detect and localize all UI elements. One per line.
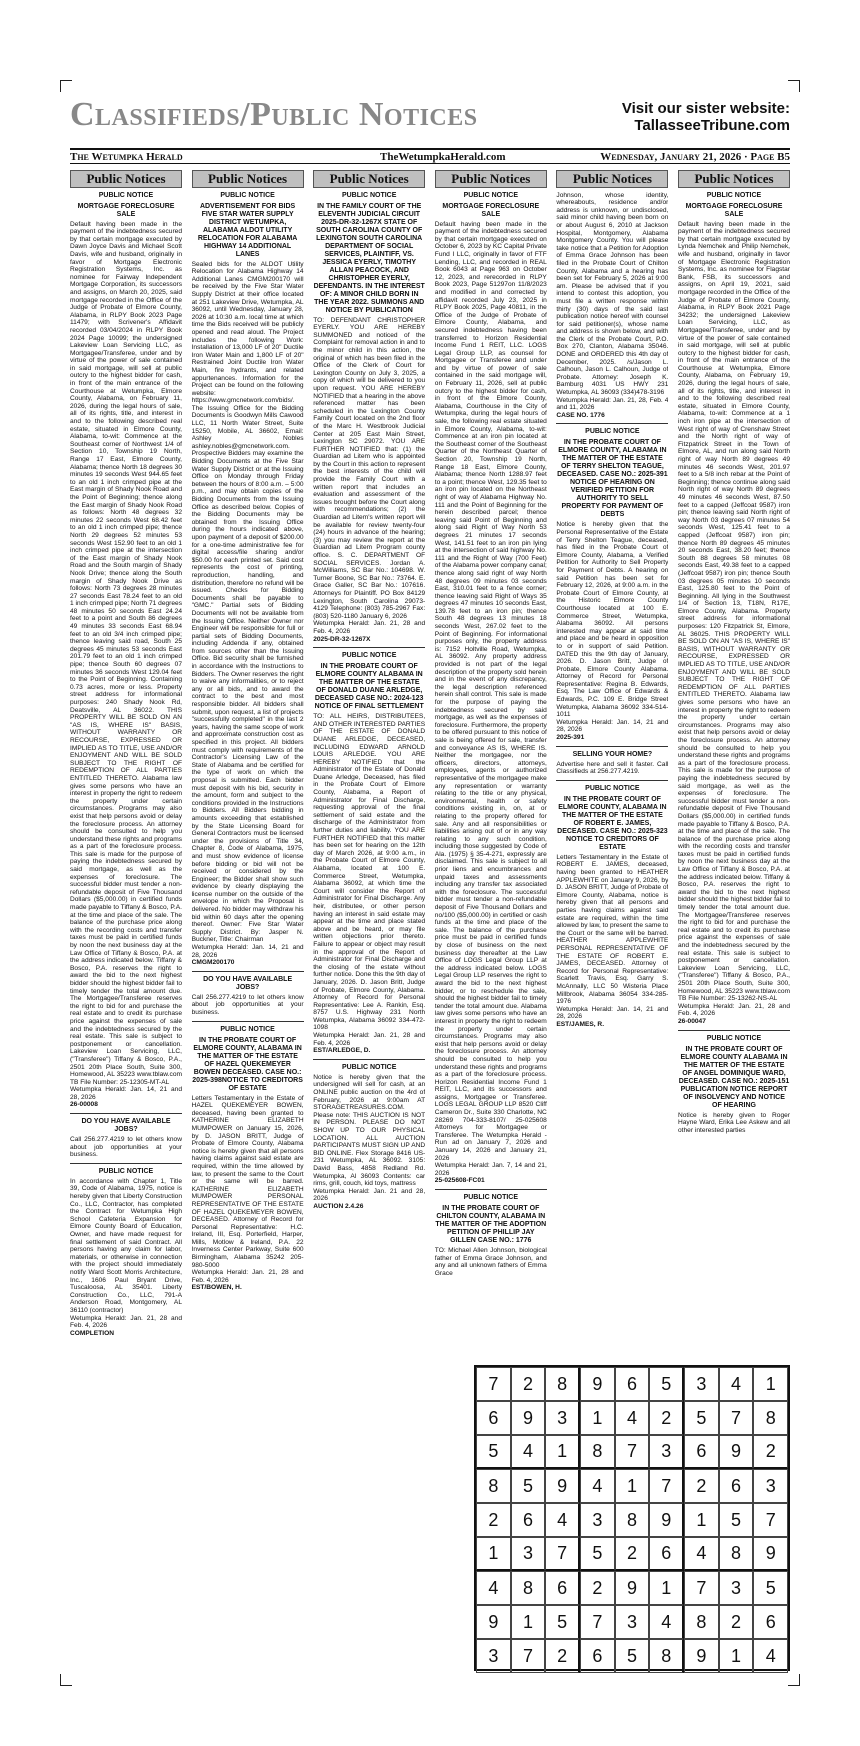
sudoku-cell: 8 [649, 1639, 684, 1673]
notice-run-dates: Wetumpka Herald: Jan. 14, 21 and 28, 2026 [556, 718, 669, 734]
sudoku-cell: 2 [476, 1503, 511, 1537]
notice-column [313, 170, 425, 1670]
sudoku-cell: 5 [649, 1367, 684, 1401]
sudoku-cell: 3 [545, 1401, 580, 1435]
sister-site-promo [622, 100, 790, 134]
sudoku-cell: 4 [545, 1503, 580, 1537]
sudoku-cell: 9 [649, 1503, 684, 1537]
column-header: Public Notices [313, 170, 425, 188]
sudoku-cell: 2 [753, 1435, 788, 1469]
sudoku-cell: 2 [580, 1571, 615, 1605]
sudoku-cell: 9 [476, 1605, 511, 1639]
column-header: Public Notices [192, 170, 304, 188]
sudoku-cell: 5 [511, 1469, 546, 1503]
notice-run-dates: Wetumpka Herald: Jan. 7, 14 and 21, 2026 [434, 1162, 547, 1177]
sudoku-row [476, 1367, 788, 1401]
notice-body: TO: Michael Allen Johnson, biological father of Emma Grace Johnson, and any and all unknown fathers of Emma Grace [434, 1247, 547, 1277]
notice-label: PUBLIC NOTICE [463, 191, 519, 199]
notice-title: MORTGAGE FORECLOSURE SALE [685, 202, 783, 218]
notice [678, 192, 790, 1026]
sudoku-cell: 5 [615, 1639, 650, 1673]
notice-code: AUCTION 2.4.26 [313, 1202, 364, 1210]
column-header: Public Notices [678, 170, 790, 188]
notice-run-dates: Wetumpka Herald: Jan. 21, 28 and Feb. 4, 2026 [678, 1002, 790, 1018]
folio-bar [70, 148, 790, 164]
crop-mark-bottom-right [788, 1674, 800, 1686]
sudoku-cell: 8 [476, 1469, 511, 1503]
sudoku-cell: 7 [753, 1503, 788, 1537]
notice-title: IN THE PROBATE COURT OF ELMORE COUNTY, ALABAMA IN THE MATTER OF THE ESTATE OF TERRY SHELTON TEAGUE, DECEASED. CASE NO.: 2025-391 NOTICE OF HEARING ON VERIFIED PETITION FOR AUTHORITY TO SELL PROPERTY FOR PAYMENT OF DEBTS [557, 439, 668, 519]
sudoku-row [476, 1537, 788, 1571]
notice [556, 746, 668, 776]
sudoku-cell: 7 [649, 1469, 684, 1503]
sudoku-cell: 1 [753, 1367, 788, 1401]
sudoku-cell: 9 [511, 1401, 546, 1435]
sudoku-cell: 8 [719, 1537, 754, 1571]
sudoku-cell: 3 [753, 1469, 788, 1503]
notice-divider [678, 1030, 790, 1031]
sudoku-cell: 7 [476, 1367, 511, 1401]
sudoku-cell: 4 [511, 1435, 546, 1469]
notice-divider [313, 1059, 425, 1060]
notice-code: EST/ARLEDGE, D. [313, 1047, 371, 1055]
notice-label: PUBLIC NOTICE [706, 191, 762, 199]
masthead [70, 96, 790, 140]
sudoku-row [476, 1435, 788, 1469]
notice-title: DO YOU HAVE AVAILABLE JOBS? [81, 1118, 171, 1134]
notice [556, 423, 668, 741]
crop-mark-top-right [788, 80, 800, 92]
notice-title: MORTGAGE FORECLOSURE SALE [442, 202, 540, 218]
notice-title: IN THE PROBATE COURT OF ELMORE COUNTY, ALABAMA IN THE MATTER OF THE ESTATE OF ROBERT E. JAMES, DECEASED. CASE NO.: 2025-323 NOTICE TO CREDITORS OF ESTATE [557, 795, 668, 851]
notice [70, 1113, 182, 1159]
column-header: Public Notices [435, 170, 547, 188]
sudoku-cell: 1 [719, 1639, 754, 1673]
notice-code: CASE NO. 1776 [556, 411, 605, 419]
notice-code: 2025-391 [556, 734, 585, 742]
notice-label: PUBLIC NOTICE [341, 652, 397, 660]
notice-body: Default having been made in the payment of the indebtedness secured by that certain mortgage executed by Lynda Nemchek and Philip Nemchek, wife and husband, originally in favor of Mortgage Electronic Registration Systems, Inc. as nominee for Flagstar Bank, FSB, its successors and assigns, on April 19, 2021, said mortgage recorded in the Office of the Judge of Probate of Elmore County, Alabama, in RLPY Book 2021 Page 34232; the undersigned Lakeview Loan Servicing, LLC, as Mortgagee/Transferee, under and by virtue of the power of sale contained in said mortgage, will sell at public outcry to the highest bidder for cash, in front of the main entrance of the Courthouse at Wetumpka, Elmore County, Alabama, on February 19, 2026, during the legal hours of sale, all of its rights, title, and interest in and to the following described real estate, situated in Elmore County, Alabama, to-wit: Commence at a 1 inch iron pipe at the intersection of West right of way of Crenshaw Street and the North right of way of Fitzpatrick Street in the Town of Elmore, AL, and run along said North right of way North 89 degrees 49 minutes 46 seconds West, 201.97 feet to a 5/8 inch rebar at the Point of Beginning; thence continue along said North right of way North 89 degrees 49 minutes 46 seconds West, 87.50 feet to a capped (Jeffcoat 9587) iron pin; thence leaving said North right of way North 03 degrees 07 minutes 54 seconds West, 125.41 feet to a capped (Jeffcoat 9587) iron pin; thence North 89 degrees 45 minutes 20 seconds East, 38.20 feet; thence South 88 degrees 58 minutes 08 seconds East, 49.38 feet to a capped (Jeffcoat 9587) iron pin; thence South 03 degrees 05 minutes 10 seconds East, 125.80 feet to the Point of Beginning. All lying in the Southwest 1/4 of Section 13, T18N, R17E, Elmore County, Alabama. Property street address for informational purposes: 120 Fitzpatrick St, Elmore, AL 36025. THIS PROPERTY WILL BE SOLD ON AN "AS IS, WHERE IS" BASIS, WITHOUT WARRANTY OR RECOURSE, EXPRESSED OR IMPLIED AS TO TITLE, USE AND/OR ENJOYMENT AND WILL BE SOLD SUBJECT TO THE RIGHT OF REDEMPTION OF ALL PARTIES ENTITLED THERETO. Alabama law gives some persons who have an interest in property the right to redeem the property under certain circumstances. Programs may also exist that help persons avoid or delay the foreclosure process. An attorney should be consulted to help you understand these rights and programs as a part of the foreclosure process. This sale is made for the purpose of paying the indebtedness secured by said mortgage, as well as the expenses of foreclosure. The successful bidder must tender a non-refundable deposit of Five Thousand Dollars ($5,000.00) in certified funds made payable to Tiffany & Bosco, P.A. at the time and place of the sale. The balance of the purchase price along with the recording costs and transfer taxes must be paid in certified funds by noon the next business day at the Law Office of Tiffany & Bosco, P.A. at the address indicated below. Tiffany & Bosco, P.A. reserves the right to award the bid to the next highest bidder should the highest bidder fail to timely tender the total amount due. The Mortgagee/Transferee reserves the right to bid for and purchase the real estate and to credit its purchase price against the expenses of sale and the indebtedness secured by the real estate. This sale is subject to postponement or cancellation. Lakeview Loan Servicing, LLC, ("Transferee") Tiffany & Bosco, P.A., 2501 20th Place South, Suite 300, Homewood, AL 35223 www.tblaw.com TB File Number: 25-13262-NS-AL [678, 220, 790, 1003]
sudoku-cell: 9 [719, 1435, 754, 1469]
sudoku-cell: 1 [545, 1435, 580, 1469]
sudoku-cell: 1 [511, 1605, 546, 1639]
page-title: Classifieds/Public Notices [70, 96, 478, 133]
sudoku-cell: 8 [753, 1401, 788, 1435]
column-header: Public Notices [70, 170, 182, 188]
sudoku-cell: 4 [753, 1639, 788, 1673]
notice [678, 1030, 790, 1135]
notice-body: Letters Testamentary in the Estate of ROBERT E. JAMES, deceased, having been granted to HEATHER APPLEWHITE on January 9, 2026, by D. JASON BRITT, Judge of Probate of Elmore County, Alabama, notice is hereby given that all persons and parties having claims against said estate are required, within the time allowed by law, to present the same to the Court or the same will be barred. HEATHER APPLEWHITE PERSONAL REPRESENTATIVE OF THE ESTATE OF ROBERT E. JAMES, DECEASED. Attorney of Record for Personal Representative: Scarlett Travis, Esq. Garry S. McAnnally, LLC 50 Wisteria Place Millbrook, Alabama 36054 334-285-1976 [556, 853, 669, 1006]
column-header: Public Notices [556, 170, 668, 188]
notice-code: COMPLETION [70, 1329, 114, 1337]
sudoku-row [476, 1639, 788, 1673]
notice-run-dates: Wetumpka Herald: Jan. 21, 28 and Feb. 4, 2026 [191, 1269, 304, 1284]
notice-body: Call 256.277.4219 to let others know about job opportunities at your business. [191, 993, 304, 1016]
sudoku-cell: 2 [684, 1469, 719, 1503]
notice-body: Call 256.277.4219 to let others know about job opportunities at your business. [70, 1136, 182, 1159]
notice-title: IN THE PROBATE COURT OF CHILTON COUNTY, ALABAMA IN THE MATTER OF THE ADOPTION PETITION OF PHILLIP JAY GILLEN CASE NO.: 1776 [435, 1205, 547, 1244]
notice-label: PUBLIC NOTICE [706, 1034, 762, 1042]
crop-mark-top-left [60, 80, 72, 92]
sudoku-cell: 4 [580, 1469, 615, 1503]
sudoku-cell: 7 [684, 1571, 719, 1605]
sudoku-cell: 3 [684, 1367, 719, 1401]
notice-label: PUBLIC NOTICE [341, 1063, 397, 1071]
notice-label: PUBLIC NOTICE [98, 1167, 154, 1175]
sudoku-row [476, 1469, 788, 1503]
notice-body: Sealed bids for the ALDOT Utility Relocation for Alabama Highway 14 Additional Lanes CMGM200170 will be received by the Five Star Water Supply District at their office located at 251 Lakeview Drive, Wetumpka, AL 36092, until Wednesday, January 28, 2026 at 10:30 a.m. local time at which time the Bids received will be publicly opened and read aloud. The Project includes the following Work: Installation of 13,000 LF of 20" Ductile Iron Water Main and 1,800 LF of 20" Restrained Joint Ductile Iron Water Main, fire hydrants, and related appurtenances. Information for the Project can be found on the following website: https://www.gmcnetwork.com/bids/. The Issuing Office for the Bidding Documents is Goodwyn Mills Cawood LLC, 11 North Water Street, Suite 15250, Mobile, AL 36602, Email: Ashley Nobles ashley.nobles@gmcnetwork.com. Prospective Bidders may examine the Bidding Documents at the Five Star Water Supply District or at the Issuing Office on Monday through Friday between the hours of 8:00 a.m. – 5:00 p.m., and may obtain copies of the Bidding Documents from the Issuing Office as described below. Copies of the Bidding Documents may be obtained from the Issuing Office during the hours indicated above, upon payment of a deposit of $200.00 for a one-time administrative fee for digital access/file sharing and/or $50.00 for each printed set. Said cost represents the cost of printing, reproduction, handling, and distribution, therefore no refund will be issued. Checks for Bidding Documents shall be payable to "GMC." Partial sets of Bidding Documents will not be available from the Issuing Office. Neither Owner nor Engineer will be responsible for full or partial sets of Bidding Documents, including Addenda if any, obtained from sources other than the Issuing Office. Bid security shall be furnished in accordance with the Instructions to Bidders. The Owner reserves the right to waive any informalities, or to reject any or all bids, and to award the contract to the best and most responsible bidder. All bidders shall submit, upon request, a list of projects "successfully completed" in the last 2 years, having the same scope of work and approximate construction cost as specified in this project. All bidders must comply with requirements of the Contractor's Licensing Law of the State of Alabama and be certified for the type of work on which the proposal is submitted. Each bidder must deposit with his bid, security in the amount, form and subject to the conditions provided in the Instructions to Bidders. All Bidders bidding in amounts exceeding that established by the State Licensing Board for General Contractors must be licensed under the provisions of Title 34, Chapter 8, Code of Alabama, 1975, and must show evidence of license before bidding or bid will not be received or considered by the Engineer; the Bidder shall show such evidence by clearly displaying the license number on the outside of the envelope in which the Proposal is delivered. No bidder may withdraw his bid within 60 days after the opening thereof. Owner: Five Star Water Supply District. By: Jasper N. Buckner, Title: Chairman [191, 260, 304, 944]
sudoku-cell: 4 [615, 1401, 650, 1435]
notice-title: MORTGAGE FORECLOSURE SALE [77, 202, 175, 218]
sudoku-cell: 5 [753, 1571, 788, 1605]
notice-label: PUBLIC NOTICE [585, 428, 640, 436]
sudoku-cell: 3 [649, 1435, 684, 1469]
notice-title: SELLING YOUR HOME? [572, 750, 653, 758]
notice-run-dates: Wetumpka Herald: Jan. 14, 21 and 28, 2026 [191, 944, 304, 959]
notice-divider [556, 423, 668, 424]
sudoku-cell: 6 [753, 1605, 788, 1639]
sudoku-row [476, 1401, 788, 1435]
sister-site-url[interactable]: TallasseeTribune.com [634, 117, 790, 134]
notice-divider [192, 971, 304, 972]
publication-url[interactable]: TheWetumpkaHerald.com [380, 151, 506, 163]
sudoku-cell: 6 [580, 1639, 615, 1673]
sudoku-row [476, 1605, 788, 1639]
notice-body: TO: DEFENDANT CHRISTOPHER EYERLY. YOU ARE HEREBY SUMMONED and noticed of the Complaint for removal action in and to the minor child in this action, the original of which has been filed in the Office of the Clerk of Court for Lexington County on July 3, 2025, a copy of which will be delivered to you upon request. YOU ARE HEREBY NOTIFIED that a hearing in the above referenced matter has been scheduled in the Lexington County Family Court located on the 2nd floor of the Marc H. Westbrook Judicial Center at 205 East Main Street, Lexington SC 29072. YOU ARE FURTHER NOTIFIED that: (1) the Guardian ad Litem who is appointed by the Court in this action to represent the best interests of the child will provide the Family Court with a written report that includes an evaluation and assessment of the issues brought before the Court along with recommendations; (2) the Guardian ad Litem's written report will be available for review twenty-four (24) hours in advance of the hearing; (3) you may review the report at the Guardian ad Litem Program county office. S. C. DEPARTMENT OF SOCIAL SERVICES. Jordan A. McWilliams, SC Bar No.: 104698. W. Turner Boone, SC Bar No.: 73764. E. Grace Galler, SC Bar No.: 107616. Attorneys for Plaintiff. PO Box 84129 Lexington, South Carolina 29073-4129 Telephone: (803) 785-2967 Fax: (803) 520-1180 January 6, 2026 [313, 316, 426, 620]
notice [556, 192, 668, 420]
notice-code: 26-00047 [678, 1017, 706, 1025]
notice-divider [70, 1163, 182, 1164]
sudoku-cell: 6 [684, 1435, 719, 1469]
sudoku-cell: 7 [511, 1639, 546, 1673]
notice-body: Default having been made in the payment of the indebtedness secured by that certain mortgage executed by Dawn Joyce Davis and Michael Scott Davis, wife and husband, originally in favor of Mortgage Electronic Registration Systems, Inc. as nominee for Fairway Independent Mortgage Corporation, its successors and assigns, on March 20, 2025, said mortgage recorded in the Office of the Judge of Probate of Elmore County, Alabama, in RLPY Book 2023 Page 11479; with Scrivener's Affidavit recorded 03/04/2024 in RLPY Book 2024 Page 10099; the undersigned Lakeview Loan Servicing LLC, as Mortgagee/Transferee, under and by virtue of the power of sale contained in said mortgage, will sell at public outcry to the highest bidder for cash, in front of the main entrance of the Courthouse at Wetumpka, Elmore County, Alabama, on February 11, 2026, during the legal hours of sale, all of its rights, title, and interest in and to the following described real estate, situated in Elmore County, Alabama, to-wit: Commence at the Southeast corner of Northwest 1/4 of Section 10, Township 19 North, Range 17 East, Elmore County, Alabama; thence North 18 degrees 30 minutes 19 seconds West 944.65 feet to an old 1 inch crimped pipe at the East margin of Shady Nook Road and the Point of Beginning; thence along the East margin of Shady Nook Road as follows: North 48 degrees 32 minutes 22 seconds West 68.42 feet to an old 1 inch crimped pipe; thence North 29 degrees 52 minutes 53 seconds West 152.90 feet to an old 1 inch crimped pipe at the intersection of the East margin of Shady Nook Road and the South margin of Shady Nook Drive; thence along the South margin of Shady Nook Drive as follows: North 73 degrees 28 minutes 27 seconds East 78.24 feet to an old 1 inch crimped pipe; North 71 degrees 48 minutes 50 seconds East 24.24 feet to a point and South 86 degrees 49 minutes 33 seconds East 68.94 feet to an old 3/4 inch crimped pipe; thence leaving said road, South 25 degrees 45 minutes 53 seconds East 201.79 feet to an old 1 inch crimped pipe; thence South 60 degrees 07 minutes 36 seconds West 129.04 feet to the Point of Beginning. Containing 0.73 acres, more or less. Property street address for informational purposes: 240 Shady Nook Rd, Deatsville, AL 36022. THIS PROPERTY WILL BE SOLD ON AN "AS IS, WHERE IS" BASIS, WITHOUT WARRANTY OR RECOURSE, EXPRESSED OR IMPLIED AS TO TITLE, USE AND/OR ENJOYMENT AND WILL BE SOLD SUBJECT TO THE RIGHT OF REDEMPTION OF ALL PARTIES ENTITLED THERETO. Alabama law gives some persons who have an interest in property the right to redeem the property under certain circumstances. Programs may also exist that help persons avoid or delay the foreclosure process. An attorney should be consulted to help you understand these rights and programs as a part of the foreclosure process. This sale is made for the purpose of paying the indebtedness secured by said mortgage, as well as the expenses of foreclosure. The successful bidder must tender a non-refundable deposit of Five Thousand Dollars ($5,000.00) in certified funds made payable to Tiffany & Bosco, P.A. at the time and place of the sale. The balance of the purchase price along with the recording costs and transfer taxes must be paid in certified funds by noon the next business day at the Law Office of Tiffany & Bosco, P.A. at the address indicated below. Tiffany & Bosco, P.A. reserves the right to award the bid to the next highest bidder should the highest bidder fail to timely tender the total amount due. The Mortgagee/Transferee reserves the right to bid for and purchase the real estate and to credit its purchase price against the expenses of sale and the indebtedness secured by the real estate. This sale is subject to postponement or cancellation. Lakeview Loan Servicing, LLC, ("Transferee") Tiffany & Bosco, P.A., 2501 20th Place South, Suite 300, Homewood, AL 35223 www.tblaw.com TB File Number: 25-12305-MT-AL [70, 220, 182, 1086]
sudoku-cell: 6 [476, 1401, 511, 1435]
notice-run-dates: Wetumpka Herald: Jan. 21, 28 and Feb. 4, 2026 [313, 1032, 426, 1047]
sudoku-cell: 3 [615, 1605, 650, 1639]
notice-run-dates: Wetumpka Herald: Jan. 21, 28 and Feb. 4, 2026 [70, 1314, 182, 1330]
notice-body: TO: ALL HEIRS, DISTRIBUTEES, AND OTHER INTERESTED PARTIES OF THE ESTATE OF DONALD DUANE ARLEDGE, DECEASED, INCLUDING EDWARD ARNOLD LOUIS ARLEDGE. YOU ARE HEREBY NOTIFIED that the Administrator of the Estate of Donald Duane Arledge, Deceased, has filed in the Probate Court of Elmore County, Alabama, a Report of Administrator for Final Discharge, requesting approval of the final settlement of said estate and the discharge of the Administrator from further duties and liability. YOU ARE FURTHER NOTIFIED that this matter has been set for hearing on the 12th day of March 2026, at 9:00 a.m., in the Probate Court of Elmore County, Alabama, located at 100 E. Commerce Street, Wetumpka, Alabama 36092, at which time the Court will consider the Report of Administrator for Final Discharge. Any heir, distributee, or other person having an interest in said estate may appear at the time and place stated above and be heard, or may file written objections prior thereto. Failure to appear or object may result in the approval of the Report of Administrator for Final Discharge and the closing of the estate without further notice. Done this the 9th day of January, 2026. D. Jason Britt, Judge of Probate, Elmore County, Alabama. Attorney of Record for Personal Representative: Lee A. Rankin, Esq. 8757 U.S. Highway 231 North Wetumpka, Alabama 36092 334-472-1098 [313, 713, 426, 1032]
sudoku-cell: 1 [649, 1571, 684, 1605]
sudoku-cell: 6 [719, 1469, 754, 1503]
notice [313, 192, 425, 644]
sudoku-cell: 9 [615, 1571, 650, 1605]
sudoku-cell: 8 [545, 1367, 580, 1401]
notice-run-dates: Wetumpka Herald: Jan. 14, 21 and 28, 2026 [70, 1086, 182, 1101]
crop-mark-bottom-left [60, 1674, 72, 1686]
notice-body: Advertise here and sell it faster. Call Classifieds at 256.277.4219. [556, 760, 669, 776]
publication-name: The Wetumpka Herald [70, 151, 183, 163]
notice-title: DO YOU HAVE AVAILABLE JOBS? [203, 975, 293, 991]
sudoku-cell: 5 [545, 1605, 580, 1639]
notice-body: Notice is hereby given that the undersigned will sell for cash, at an ONLINE public auction on the 4rd of February, 2026 at 9:00am AT STORAGETREASURES.COM. Please note: THIS AUCTION IS NOT IN PERSON. PLEASE DO NOT SHOW UP TO OUR PHYSICAL LOCATION. ALL AUCTION PARTICIPANTS MUST SIGN UP AND BID ONLINE. Flex Storage 8416 US-231 Wetumpka, AL 36092. 3105: David Bass, 4858 Redland Rd. Wetumpka, Al 36093 Contents: car rims, grill, couch, kid toys, mattress [313, 1073, 426, 1188]
notice-divider [313, 647, 425, 648]
notice-body: In accordance with Chapter 1, Title 39, Code of Alabama, 1975, notice is hereby given that Liberty Construction Co., LLC, Contractor, has completed the Contract for Wetumpka High School Cafeteria Expansion for Elmore County Board of Education, Owner, and have made request for final settlement of said Contract. All persons having any claim for labor, materials, or otherwise in connection with the project should immediately notify Ward Scott Morris Architecture, Inc., 1606 Paul Bryant Drive, Tuscaloosa, AL 35401. Liberty Construction Co., LLC, 791-A Anderson Road, Montgomery, AL 36110 (contractor) [70, 1177, 182, 1314]
notice [313, 1059, 425, 1211]
sudoku-row [476, 1503, 788, 1537]
sudoku-cell: 1 [684, 1503, 719, 1537]
sudoku-cell: 3 [719, 1571, 754, 1605]
sudoku-cell: 2 [649, 1401, 684, 1435]
sudoku-cell: 4 [649, 1605, 684, 1639]
sudoku-row [476, 1571, 788, 1605]
notice-code: CMGM200170 [191, 959, 235, 967]
notice-label: PUBLIC NOTICE [220, 1025, 275, 1033]
notice-code: 25-025608-FC01 [434, 1177, 485, 1185]
notice-label: PUBLIC NOTICE [98, 191, 154, 199]
notice-body: Johnson, whose identity, whereabouts, residence and/or address is unknown, or undisclosed, said minor child having been born on or about August 6, 2010 at Jackson Hospital, Montgomery, Alabama Montgomery County. You will please take notice that a Petition for Adoption of Emma Grace Johnson has been filed in the Probate Court of Chilton County, Alabama and a hearing has been set for February 5, 2026 at 9:00 am. Please be advised that if you intend to contest this adoption, you must file a written response within thirty (30) days of the said last publication notice hereof with counsel for said petitioner(s), whose name and address is shown below, and with the Clerk of the Probate Court, P.O. Box 270, Clanton, Alabama 35046. DONE and ORDERED this 4th day of December, 2025. /s/Jason L. Calhoun, Jason L. Calhoun, Judge of Probate. Attorney: Joseph K. Bamburg 4031 US HWY 231 Wetumpka, AL 36093 (334)478-3196 [556, 191, 669, 397]
notice [313, 647, 425, 1055]
sudoku-cell: 1 [580, 1401, 615, 1435]
notice-divider [192, 1021, 304, 1022]
notice-divider [435, 1189, 547, 1190]
notice-divider [556, 780, 668, 781]
sudoku-cell: 4 [684, 1537, 719, 1571]
issue-date-page: Wednesday, January 21, 2026 · Page B5 [600, 151, 790, 163]
notice-title: IN THE PROBATE COURT OF ELMORE COUNTY ALABAMA IN THE MATTER OF THE ESTATE OF ANGEL DOMINIQUE WARD, DECEASED. CASE NO.: 2025-151 PUBLICATION NOTICE REPORT OF INSOLVENCY AND NOTICE OF HEARING [678, 1045, 790, 1109]
sudoku-cell: 2 [545, 1639, 580, 1673]
sudoku-cell: 5 [684, 1401, 719, 1435]
notice-code: 2025-DR-32-1267X [313, 635, 371, 643]
sudoku-cell: 3 [511, 1537, 546, 1571]
sudoku-cell: 1 [615, 1469, 650, 1503]
sister-site-label: Visit our sister website: [621, 100, 790, 117]
notice-code: EST/BOWEN, H. [191, 1284, 242, 1292]
notice-body: Notice is hereby given that the Personal Representative of the Estate of Terry Shelton Teague, deceased, has filed in the Probate Court of Elmore County, Alabama, a Verified Petition for Authority to Sell Property for Payment of Debts. A hearing on said Petition has been set for February 12, 2026, at 9:00 a.m. in the Probate Court of Elmore County, at the Historic Elmore County Courthouse located at 100 E. Commerce Street, Wetumpka, Alabama 36092. All persons interested may appear at said time and place and be heard in opposition to or in support of said Petition. DATED this the 9th day of January, 2026. D. Jason Britt, Judge of Probate, Elmore County Alabama. Attorney of Record for Personal Representative: Regina B. Edwards, Esq. The Law Office of Edwards & Edwards, P.C. 109 E. Bridge Street Wetumpka, Alabama 36092 334-514-1011 [556, 521, 669, 719]
sudoku-cell: 8 [684, 1605, 719, 1639]
sudoku-cell: 1 [476, 1537, 511, 1571]
notice-column [70, 170, 182, 1670]
sudoku-cell: 7 [545, 1537, 580, 1571]
notice-body: Letters Testamentary in the Estate of HAZEL QUEKEMEYER BOWEN, deceased, having been granted to KATHERINE ELIZABETH MUMPOWER on January 15, 2026, by D. JASON BRITT, Judge of Probate of Elmore County, Alabama notice is hereby given that all persons having claims against said estate are required, within the time allowed by law, to present the same to the Court or the same will be barred. KATHERINE ELIZABETH MUMPOWER PERSONAL REPRESENTATIVE OF THE ESTATE OF HAZEL QUEKEMEYER BOWEN, DECEASED. Attorney of Record for Personal Representative: H.C. Ireland, III, Esq. Porterfield, Harper, Mills, Motlow & Ireland, P.A. 22 Inverness Center Parkway, Suite 600 Birmingham, Alabama 35242 205-980-5000 [191, 1094, 304, 1269]
notice [435, 1189, 547, 1277]
sudoku-cell: 3 [580, 1503, 615, 1537]
notice-run-dates: Wetumpka Herald: Jan. 21 and 28, 2026 [313, 1187, 426, 1203]
notice [192, 1021, 304, 1292]
sudoku-cell: 9 [580, 1367, 615, 1401]
notice-column [192, 170, 304, 1670]
sudoku-cell: 6 [649, 1537, 684, 1571]
sudoku-cell: 2 [511, 1367, 546, 1401]
notice-title: IN THE FAMILY COURT OF THE ELEVENTH JUDICIAL CIRCUIT 2025-DR-32-1267X STATE OF SOUTH CAROLINA COUNTY OF LEXINGTON SOUTH CAROLINA DEPARTMENT OF SOCIAL SERVICES, PLAINTIFF, VS. JESSICA EYERLY, TIMOTHY ALLAN PEACOCK, AND CHRISTOPHER EYERLY, DEFENDANTS. IN THE INTEREST OF: A MINOR CHILD BORN IN THE YEAR 2022. SUMMONS AND NOTICE BY PUBLICATION [313, 202, 425, 314]
notice-run-dates: Wetumpka Herald: Jan. 14, 21 and 28, 2026 [556, 1005, 669, 1021]
notice-body: Default having been made in the payment of the indebtedness secured by that certain mortgage executed on October 6, 2023 by KC Capital Private Fund I LLC, originally in favor of FTF Lending, LLC, and recorded in REAL Book 6043 at Page 963 on October 12, 2023, and rerecorded in RLPY Book 2023, Page 51297on 11/8/2023 and modified in and corrected by affidavit recorded July 23, 2025 in RLPY Book 2025, Page 40811, in the Office of the Judge of Probate of Elmore County, Alabama, and secured indebtedness having been transferred to Horizon Residential Income Fund 1 REIT, LLC. LOGS Legal Group LLP, as counsel for Mortgagee or Transferee and under and by virtue of power of sale contained in the said mortgage will, on February 11, 2026, sell at public outcry to the highest bidder for cash, in front of the Elmore County, Alabama, Courthouse in the City of Wetumpka, during the legal hours of sale, the following real estate situated in Elmore County, Alabama, to-wit: Commence at an iron pin located at the Southeast corner of the Southeast Quarter of the Northeast Quarter of Section 20, Township 19 North, Range 18 East, Elmore County, Alabama; thence North 1288.97 feet to a point; thence West, 129.35 feet to an iron pin located on the Northeast right of way of Alabama Highway No. 111 and the Point of Beginning for the herein described parcel; thence leaving said Point of Beginning and along said Right of Way North 53 degrees 21 minutes 17 seconds West, 141.51 feet to an iron pin lying at the intersection of said highway No. 111 and the Right of Way (700 Feet) of the Alabama power company canal; thence along said right of way North 48 degrees 09 minutes 03 seconds East, 310.01 feet to a fence corner; thence leaving said Right of Ways 35 degrees 47 minutes 10 seconds East, 139.78 feet to an iron pin; thence South 48 degrees 13 minutes 18 seconds West, 267.02 feet to the Point of Beginning. For informational purposes only, the property address is: 7152 Holtville Road, Wetumpka, AL 36092. Any property address provided is not part of the legal description of the property sold herein and in the event of any discrepancy, the legal description referenced herein shall control. This sale is made for the purpose of paying the indebtedness secured by said mortgage, as well as the expenses of foreclosure. Furthermore, the property to be offered pursuant to this notice of sale is being offered for sale, transfer and conveyance AS IS, WHERE IS. Neither the mortgagee, nor the officers, directors, attorneys, employees, agents or authorized representative of the mortgagee make any representation or warranty relating to the title or any physical, environmental, health or safety conditions existing in, on, at or relating to the property offered for sale. Any and all responsibilities or liabilities arising out of or in any way relating to any such condition, including those suggested by Code of Ala. (1975) § 35-4-271, expressly are disclaimed. This sale is subject to all prior liens and encumbrances and unpaid taxes and assessments including any transfer tax associated with the foreclosure. The successful bidder must tender a non-refundable deposit of Five Thousand Dollars and no/100 ($5,000.00) in certified or cash funds at the time and place of the sale. The balance of the purchase price must be paid in certified funds by close of business on the next business day thereafter at the Law Office of LOGS Legal Group LLP at the address indicated below. LOGS Legal Group LLP reserves the right to award the bid to the next highest bidder, or to reschedule the sale, should the highest bidder fail to timely tender the total amount due. Alabama law gives some persons who have an interest in property the right to redeem the property under certain circumstances. Programs may also exist that help persons avoid or delay the foreclosure process. An attorney should be consulted to help you understand these rights and programs as a part of the foreclosure process. Horizon Residential Income Fund 1 REIT, LLC, and its successors and assigns, Mortgagee or Transferee. LOGS LEGAL GROUP LLP 8520 Cliff Cameron Dr., Suite 330 Charlotte, NC 28269 704-333-8107/ 25-025608 Attorneys for Mortgagee or Transferee. The Wetumpka Herald - Run ad on January 7, 2026 and January 14, 2026 and January 21, 2026 [434, 220, 547, 1162]
sudoku-cell: 7 [719, 1401, 754, 1435]
notice-run-dates: Wetumpka Herald: Jan. 21, 28 and Feb. 4, 2026 [313, 620, 426, 635]
sudoku-cell: 8 [511, 1571, 546, 1605]
notice-divider [556, 746, 668, 747]
notice-label: PUBLIC NOTICE [585, 784, 640, 792]
sudoku-grid [474, 1365, 790, 1671]
sudoku-cell: 2 [615, 1537, 650, 1571]
notice-label: PUBLIC NOTICE [341, 191, 397, 199]
notice [70, 1163, 182, 1337]
sudoku-cell: 4 [476, 1571, 511, 1605]
sudoku-cell: 7 [580, 1605, 615, 1639]
notice [192, 971, 304, 1017]
sudoku-cell: 9 [684, 1639, 719, 1673]
notice-code: 26-00008 [70, 1101, 98, 1109]
sudoku-cell: 6 [511, 1503, 546, 1537]
notice-divider [70, 1113, 182, 1114]
notice-label: PUBLIC NOTICE [220, 191, 275, 199]
notice [70, 192, 182, 1109]
notice-run-dates: Wetumpka Herald: Jan. 21, 28, Feb. 4 and 11, 2026 [556, 396, 669, 412]
sudoku-cell: 8 [615, 1503, 650, 1537]
notice [435, 192, 547, 1185]
sudoku-cell: 5 [719, 1503, 754, 1537]
sudoku-cell: 7 [615, 1435, 650, 1469]
sudoku-cell: 6 [545, 1571, 580, 1605]
sudoku-cell: 3 [476, 1639, 511, 1673]
sudoku-cell: 8 [580, 1435, 615, 1469]
sudoku-cell: 5 [476, 1435, 511, 1469]
notice-body: Notice is hereby given to Roger Hayne Ward, Erika Lee Askew and all other interested parties [678, 1111, 790, 1134]
sudoku-cell: 9 [545, 1469, 580, 1503]
notice-title: IN THE PROBATE COURT OF ELMORE COUNTY ALABAMA IN THE MATTER OF THE ESTATE OF DONALD DUANE ARLEDGE, DECEASED CASE NO.: 2024-123 NOTICE OF FINAL SETTLEMENT [314, 663, 424, 711]
sudoku-cell: 2 [719, 1605, 754, 1639]
notice-code: EST/JAMES, R. [556, 1020, 605, 1028]
sudoku-cell: 9 [753, 1537, 788, 1571]
notice [192, 192, 304, 967]
sudoku-cell: 6 [615, 1367, 650, 1401]
notice-title: IN THE PROBATE COURT OF ELMORE COUNTY, ALABAMA IN THE MATTER OF THE ESTATE OF HAZEL QUEKEMEYER BOWEN DECEASED. CASE NO.: 2025-398NOTICE TO CREDITORS OF ESTATE [192, 1036, 303, 1092]
sudoku-cell: 4 [719, 1367, 754, 1401]
notice [556, 780, 668, 1029]
sudoku-cell: 5 [580, 1537, 615, 1571]
notice-label: PUBLIC NOTICE [463, 1194, 519, 1201]
notice-title: ADVERTISEMENT FOR BIDS FIVE STAR WATER SUPPLY DISTRICT WETUMPKA, ALABAMA ALDOT UTILITY RELOCATION FOR ALABAMA HIGHWAY 14 ADDITIONAL LANES [197, 202, 298, 258]
